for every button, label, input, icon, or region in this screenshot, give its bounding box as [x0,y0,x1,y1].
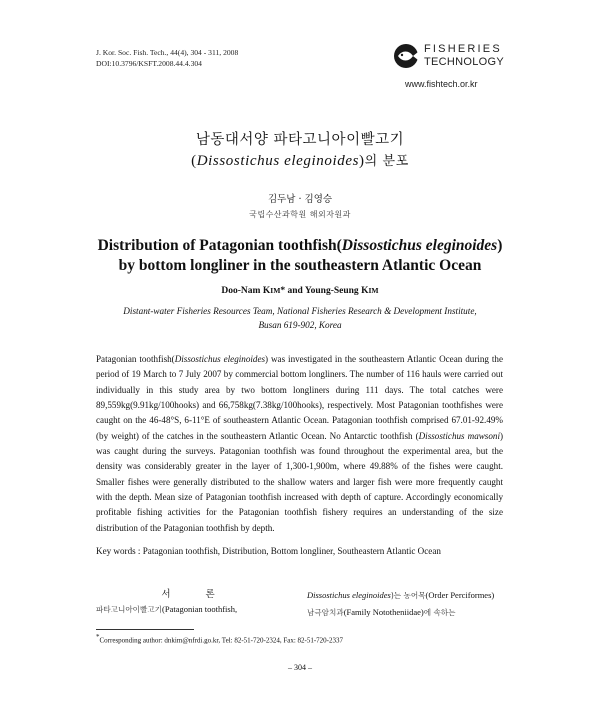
author-and: and Young-Seung [285,286,362,296]
english-title-species: Dissostichus eleginoides [341,237,498,254]
intro-right-family: (Family Nototheniidae) [343,607,424,617]
intro-right-order: (Order Perciformes) [425,590,495,600]
abstract-species-1: Dissostichus eleginoides [174,354,266,364]
footnote [96,633,343,644]
intro-right-korean-2: 남극암치과 [307,608,344,617]
intro-heading: 서 론 [161,589,231,600]
intro-right-korean-3: 에 속하는 [423,608,456,617]
abstract-species-2: Dissostichus mawsoni [418,430,500,441]
korean-affiliation: 국립수산과학원 해외자원과 [249,210,351,219]
intro-left-text [96,604,296,615]
fish-logo-icon [393,43,419,69]
korean-title-close-paren: ) [359,153,365,169]
footnote-mark: * [96,633,100,641]
intro-right-line-2 [307,604,507,621]
author-1-surname-initial: K [262,286,271,296]
intro-column-left [96,586,296,615]
corresponding-mark: * [280,286,286,296]
intro-right-line-1 [307,587,507,604]
logo-line-1: FISHERIES [424,43,502,55]
intro-right-korean-1: )는 농어목 [390,591,426,600]
author-2-surname-initial: K [361,286,369,296]
korean-title-open-paren: ( [191,153,197,169]
korean-title-suffix: 의 분포 [364,154,409,169]
korean-authors: 김두남 · 김영승 [267,194,333,205]
english-title-line-2: by bottom longliner in the southeastern Atlantic Ocean [118,257,482,274]
korean-title-line-1: 남동대서양 파타고니아이빨고기 [195,132,405,148]
english-title [0,236,600,276]
author-2-surname-rest: IM [368,286,379,295]
english-title-pre: Distribution of Patagonian toothfish( [97,237,342,254]
intro-right-species: Dissostichus eleginoides [307,590,391,600]
intro-column-right [307,587,507,621]
journal-url[interactable]: www.fishtech.or.kr [405,79,478,89]
intro-left-english: (Patagonian toothfish, [162,604,238,614]
footnote-divider [96,629,194,630]
english-title-post: ) [497,237,503,254]
english-affiliation [0,304,600,332]
author-1-surname-rest: IM [270,286,281,295]
page-number: – 304 – [288,663,312,672]
abstract-text-3: ) was caught during the surveys. Patagonian toothfish was found throughout the experimental area, but the density was considerably greater in the layer of 1,300-1,900m, where 49.88% of the fishes were caught. Smaller fishes were generally distributed to the shallow waters and larger fish were more frequently caught with the depth. Mean size of Patagonian toothfish increased with depth of capture. Accordingly economically profitable fishing activities for the Patagonian toothfish fishery requires an understanding of the size distribution of the Patagonian toothfish by depth. [96,430,503,533]
journal-citation [96,47,238,69]
keywords: Key words : Patagonian toothfish, Distribution, Bottom longliner, Southeastern Atlantic Ocean [96,546,441,556]
affiliation-line-1: Distant-water Fisheries Resources Team, National Fisheries Research & Development Institute, [123,306,477,316]
english-title-line-1 [0,236,600,256]
affiliation-line-2: Busan 619-902, Korea [258,320,342,330]
journal-logo [393,43,513,75]
journal-reference: J. Kor. Soc. Fish. Tech., 44(4), 304 - 311, 2008 [96,48,239,57]
logo-line-2: TECHNOLOGY [424,56,505,68]
korean-title-line-2 [0,150,600,170]
abstract [96,352,503,536]
author-1-given: Doo-Nam [221,286,263,296]
english-authors [0,286,600,296]
abstract-text-2: ) was investigated in the southeastern Atlantic Ocean during the period of 19 March to 7 July 2007 by commercial bottom longliners. The number of 116 hauls were carried out individually in this study area by two bottom longliners during 111 days. The total catches were 89,559kg(9.91kg/100hooks) and 66,758kg(7.38kg/100hooks), respectively. Most Patagonian toothfishes were caught on the 46-48°S, 6-11°E of southeastern Atlantic Ocean. Patagonian toothfish comprised 67.01-92.49%(by weight) of the catches in the southeastern Atlantic Ocean. No Antarctic toothfish ( [96,354,504,441]
doi: DOI:10.3796/KSFT.2008.44.4.304 [96,59,202,68]
footnote-text: Corresponding author: dnkim@nfrdi.go.kr, Tel: 82-51-720-2324, Fax: 82-51-720-2337 [99,636,344,645]
korean-title-species: Dissostichus eleginoides [196,153,360,169]
abstract-text-1: Patagonian toothfish( [96,354,175,364]
intro-left-korean: 파타고니아이빨고기 [96,605,163,614]
